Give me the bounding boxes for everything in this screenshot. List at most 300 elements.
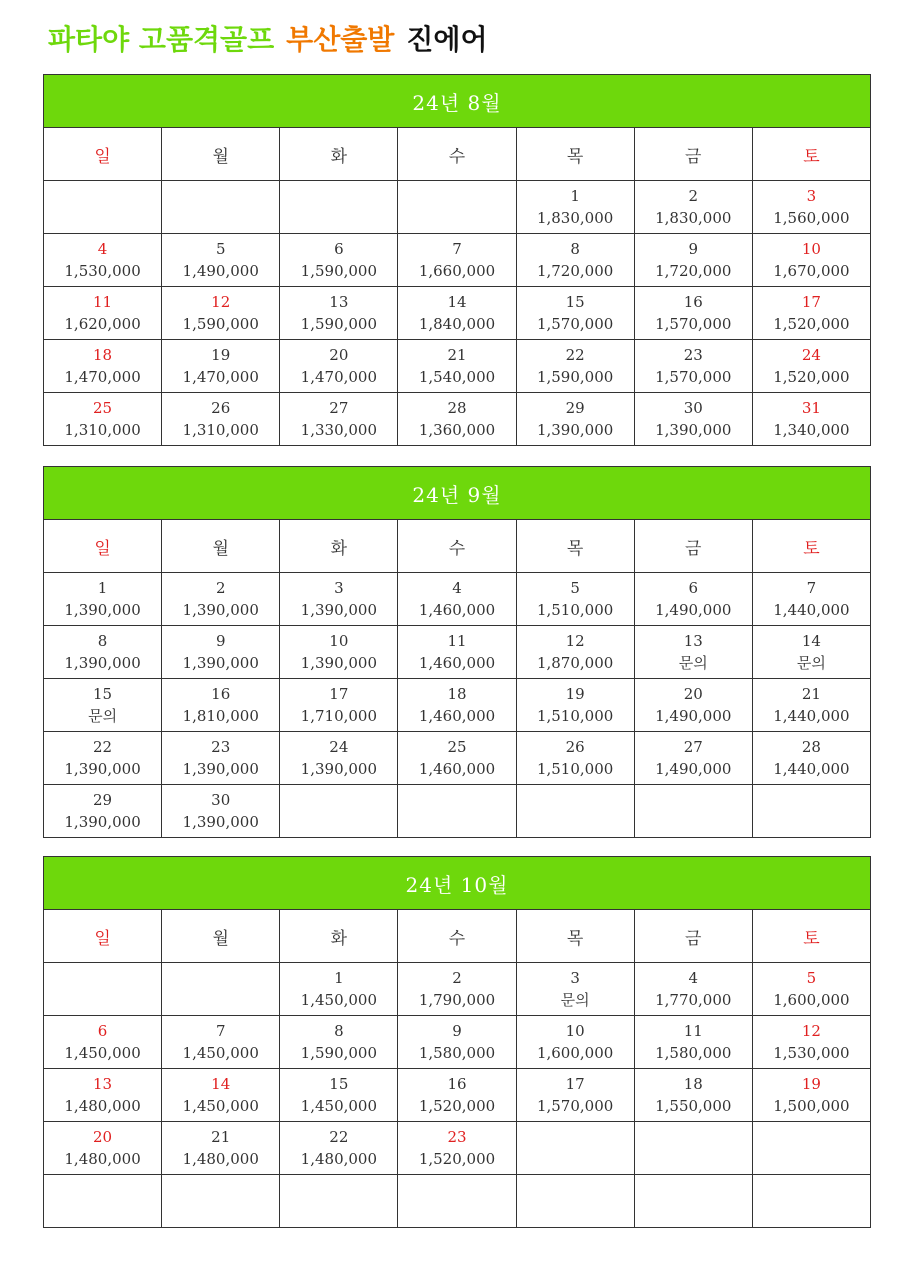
title-departure: 부산출발 — [286, 23, 395, 56]
price: 1,590,000 — [300, 1044, 378, 1062]
date-cell — [634, 1016, 752, 1069]
day-number: 2 — [215, 579, 226, 597]
price: 1,510,000 — [536, 760, 614, 778]
day-number: 29 — [565, 399, 585, 417]
week-row — [44, 1016, 871, 1069]
price: 1,590,000 — [536, 368, 614, 386]
date-cell — [752, 234, 870, 287]
price: 1,490,000 — [655, 601, 732, 619]
empty-cell — [634, 1122, 752, 1175]
day-number: 25 — [447, 738, 467, 756]
price: 1,600,000 — [536, 1044, 614, 1062]
price: 1,540,000 — [418, 368, 496, 386]
day-number: 6 — [97, 1022, 108, 1040]
date-cell — [44, 1069, 162, 1122]
date-cell — [516, 963, 634, 1016]
day-number: 8 — [334, 1022, 344, 1040]
date-cell — [44, 1016, 162, 1069]
week-row — [44, 287, 871, 340]
price: 1,530,000 — [64, 262, 141, 280]
day-number: 18 — [683, 1075, 703, 1093]
week-row — [44, 181, 871, 234]
price: 1,670,000 — [773, 262, 850, 280]
price: 1,360,000 — [418, 421, 496, 439]
date-cell — [516, 181, 634, 234]
price: 1,390,000 — [182, 813, 259, 831]
month-calendar — [43, 74, 871, 446]
title-airline: 진에어 — [406, 23, 488, 56]
week-row — [44, 1122, 871, 1175]
date-cell — [398, 679, 516, 732]
date-cell — [398, 732, 516, 785]
day-number: 3 — [334, 579, 344, 597]
empty-cell — [398, 1175, 516, 1228]
price: 1,390,000 — [182, 760, 259, 778]
date-cell — [634, 340, 752, 393]
date-cell — [280, 393, 398, 446]
day-number: 13 — [329, 293, 349, 311]
day-number: 23 — [447, 1128, 467, 1146]
day-number: 12 — [565, 632, 585, 650]
title-product: 파타야 고품격골프 — [48, 23, 275, 56]
price: 1,810,000 — [182, 707, 259, 725]
day-number: 17 — [329, 685, 349, 703]
day-number: 1 — [97, 579, 108, 597]
date-cell — [752, 573, 870, 626]
weekday-header: 목 — [516, 520, 634, 573]
price: 1,330,000 — [300, 421, 378, 439]
price: 문의 — [796, 654, 826, 672]
date-cell — [516, 626, 634, 679]
day-number: 5 — [806, 969, 817, 987]
date-cell — [44, 1122, 162, 1175]
date-cell — [752, 340, 870, 393]
date-cell — [516, 340, 634, 393]
date-cell — [634, 234, 752, 287]
week-row — [44, 393, 871, 446]
date-cell — [634, 181, 752, 234]
day-number: 21 — [801, 685, 821, 703]
month-header: 24년 9월 — [44, 467, 871, 520]
date-cell — [398, 393, 516, 446]
price: 1,770,000 — [655, 991, 732, 1009]
empty-cell — [280, 181, 398, 234]
date-cell — [516, 1016, 634, 1069]
date-cell — [44, 287, 162, 340]
empty-cell — [752, 785, 870, 838]
month-header: 24년 8월 — [44, 75, 871, 128]
price: 1,450,000 — [182, 1097, 259, 1115]
date-cell — [162, 626, 280, 679]
day-number: 8 — [97, 632, 108, 650]
day-number: 28 — [801, 738, 821, 756]
day-number: 4 — [97, 240, 108, 258]
empty-cell — [516, 1122, 634, 1175]
day-number: 22 — [329, 1128, 349, 1146]
page-title — [48, 20, 500, 60]
weekday-header: 수 — [398, 520, 516, 573]
price: 1,570,000 — [655, 315, 732, 333]
price: 1,600,000 — [773, 991, 850, 1009]
weekday-header: 금 — [634, 128, 752, 181]
week-row — [44, 234, 871, 287]
date-cell — [634, 626, 752, 679]
weekday-header: 월 — [162, 128, 280, 181]
day-number: 2 — [452, 969, 462, 987]
day-number: 13 — [93, 1075, 113, 1093]
date-cell — [398, 1122, 516, 1175]
date-cell — [162, 340, 280, 393]
day-number: 29 — [93, 791, 113, 809]
day-number: 23 — [211, 738, 231, 756]
date-cell — [44, 393, 162, 446]
price: 1,470,000 — [182, 368, 259, 386]
empty-cell — [280, 1175, 398, 1228]
weekday-header: 화 — [280, 128, 398, 181]
day-number: 7 — [215, 1022, 226, 1040]
date-cell — [280, 573, 398, 626]
day-number: 17 — [565, 1075, 585, 1093]
date-cell — [44, 234, 162, 287]
price: 1,390,000 — [182, 601, 259, 619]
price: 1,340,000 — [773, 421, 850, 439]
day-number: 13 — [683, 632, 703, 650]
price: 1,660,000 — [418, 262, 496, 280]
price: 1,390,000 — [64, 654, 141, 672]
day-number: 10 — [565, 1022, 585, 1040]
weekday-header: 화 — [280, 910, 398, 963]
price: 1,480,000 — [64, 1097, 141, 1115]
date-cell — [752, 1016, 870, 1069]
day-number: 1 — [334, 969, 344, 987]
date-cell — [398, 234, 516, 287]
weekday-header: 수 — [398, 910, 516, 963]
price: 1,390,000 — [64, 813, 141, 831]
price: 문의 — [678, 654, 708, 672]
price: 1,590,000 — [300, 315, 378, 333]
date-cell — [280, 679, 398, 732]
price: 1,440,000 — [773, 707, 850, 725]
day-number: 20 — [93, 1128, 113, 1146]
price: 1,570,000 — [536, 315, 614, 333]
week-row — [44, 340, 871, 393]
date-cell — [634, 573, 752, 626]
date-cell — [280, 963, 398, 1016]
date-cell — [44, 785, 162, 838]
price: 1,830,000 — [655, 209, 732, 227]
price: 1,620,000 — [64, 315, 141, 333]
day-number: 16 — [447, 1075, 467, 1093]
date-cell — [398, 340, 516, 393]
day-number: 18 — [93, 346, 113, 364]
date-cell — [398, 573, 516, 626]
day-number: 15 — [329, 1075, 349, 1093]
price: 1,520,000 — [773, 315, 850, 333]
day-number: 12 — [211, 293, 231, 311]
price: 1,530,000 — [773, 1044, 850, 1062]
day-number: 3 — [570, 969, 580, 987]
price: 1,520,000 — [418, 1150, 496, 1168]
day-number: 18 — [447, 685, 467, 703]
price: 1,790,000 — [418, 991, 496, 1009]
price: 1,510,000 — [536, 601, 614, 619]
month-header: 24년 10월 — [44, 857, 871, 910]
empty-cell — [752, 1122, 870, 1175]
price: 1,460,000 — [418, 707, 496, 725]
price: 1,390,000 — [300, 760, 378, 778]
price: 1,440,000 — [773, 601, 850, 619]
date-cell — [280, 340, 398, 393]
day-number: 16 — [211, 685, 231, 703]
weekday-header: 일 — [44, 910, 162, 963]
date-cell — [516, 679, 634, 732]
price: 1,560,000 — [773, 209, 850, 227]
day-number: 25 — [93, 399, 113, 417]
day-number: 7 — [452, 240, 462, 258]
date-cell — [280, 287, 398, 340]
empty-cell — [516, 785, 634, 838]
price: 문의 — [560, 991, 590, 1009]
price: 1,580,000 — [655, 1044, 732, 1062]
price: 1,450,000 — [300, 1097, 378, 1115]
price: 1,390,000 — [300, 601, 378, 619]
day-number: 24 — [329, 738, 349, 756]
day-number: 30 — [683, 399, 703, 417]
price: 1,390,000 — [300, 654, 378, 672]
price: 1,570,000 — [536, 1097, 614, 1115]
empty-cell — [398, 181, 516, 234]
date-cell — [516, 573, 634, 626]
price: 1,830,000 — [536, 209, 614, 227]
empty-cell — [44, 181, 162, 234]
price: 1,390,000 — [536, 421, 614, 439]
price: 1,390,000 — [655, 421, 732, 439]
empty-cell — [162, 963, 280, 1016]
empty-cell — [44, 1175, 162, 1228]
day-number: 16 — [683, 293, 703, 311]
day-number: 14 — [801, 632, 821, 650]
date-cell — [280, 1016, 398, 1069]
day-number: 19 — [565, 685, 585, 703]
date-cell — [634, 1069, 752, 1122]
date-cell — [280, 626, 398, 679]
empty-cell — [516, 1175, 634, 1228]
month-calendar — [43, 466, 871, 838]
week-row — [44, 1175, 871, 1228]
day-number: 5 — [570, 579, 580, 597]
day-number: 7 — [806, 579, 817, 597]
date-cell — [752, 963, 870, 1016]
date-cell — [280, 1122, 398, 1175]
date-cell — [752, 626, 870, 679]
date-cell — [752, 287, 870, 340]
weekday-header: 수 — [398, 128, 516, 181]
price: 1,460,000 — [418, 601, 496, 619]
price: 1,390,000 — [182, 654, 259, 672]
price: 1,390,000 — [64, 760, 141, 778]
day-number: 8 — [570, 240, 580, 258]
day-number: 9 — [215, 632, 226, 650]
price: 1,480,000 — [64, 1150, 141, 1168]
weekday-header: 일 — [44, 520, 162, 573]
day-number: 22 — [565, 346, 585, 364]
day-number: 22 — [93, 738, 113, 756]
price: 문의 — [88, 707, 118, 725]
day-number: 28 — [447, 399, 467, 417]
day-number: 23 — [683, 346, 703, 364]
date-cell — [634, 287, 752, 340]
date-cell — [634, 679, 752, 732]
day-number: 10 — [329, 632, 349, 650]
price: 1,720,000 — [655, 262, 732, 280]
day-number: 21 — [211, 1128, 231, 1146]
week-row — [44, 679, 871, 732]
date-cell — [162, 287, 280, 340]
week-row — [44, 573, 871, 626]
date-cell — [516, 393, 634, 446]
price: 1,570,000 — [655, 368, 732, 386]
date-cell — [516, 287, 634, 340]
day-number: 11 — [683, 1022, 703, 1040]
day-number: 11 — [93, 293, 113, 311]
day-number: 20 — [329, 346, 349, 364]
day-number: 3 — [806, 187, 817, 205]
date-cell — [280, 732, 398, 785]
empty-cell — [280, 785, 398, 838]
date-cell — [398, 287, 516, 340]
date-cell — [162, 573, 280, 626]
price: 1,470,000 — [300, 368, 378, 386]
day-number: 12 — [801, 1022, 821, 1040]
date-cell — [398, 626, 516, 679]
day-number: 17 — [801, 293, 821, 311]
price: 1,490,000 — [655, 760, 732, 778]
day-number: 4 — [452, 579, 462, 597]
day-number: 9 — [688, 240, 699, 258]
weekday-header: 금 — [634, 910, 752, 963]
date-cell — [162, 1016, 280, 1069]
date-cell — [398, 1069, 516, 1122]
price: 1,710,000 — [300, 707, 378, 725]
day-number: 30 — [211, 791, 231, 809]
price: 1,840,000 — [418, 315, 496, 333]
week-row — [44, 732, 871, 785]
day-number: 15 — [93, 685, 113, 703]
price: 1,510,000 — [536, 707, 614, 725]
price: 1,390,000 — [64, 601, 141, 619]
weekday-header: 금 — [634, 520, 752, 573]
day-number: 19 — [801, 1075, 821, 1093]
date-cell — [162, 679, 280, 732]
weekday-header: 목 — [516, 910, 634, 963]
day-number: 31 — [801, 399, 821, 417]
date-cell — [634, 732, 752, 785]
weekday-header: 토 — [752, 128, 870, 181]
empty-cell — [634, 785, 752, 838]
price: 1,450,000 — [182, 1044, 259, 1062]
day-number: 20 — [683, 685, 703, 703]
price: 1,450,000 — [64, 1044, 141, 1062]
price: 1,520,000 — [773, 368, 850, 386]
date-cell — [280, 234, 398, 287]
date-cell — [752, 181, 870, 234]
date-cell — [634, 393, 752, 446]
day-number: 19 — [211, 346, 231, 364]
date-cell — [516, 732, 634, 785]
date-cell — [634, 963, 752, 1016]
weekday-header: 월 — [162, 520, 280, 573]
weekday-header: 토 — [752, 910, 870, 963]
date-cell — [516, 1069, 634, 1122]
week-row — [44, 1069, 871, 1122]
day-number: 5 — [215, 240, 226, 258]
date-cell — [516, 234, 634, 287]
empty-cell — [398, 785, 516, 838]
empty-cell — [634, 1175, 752, 1228]
day-number: 2 — [688, 187, 699, 205]
week-row — [44, 626, 871, 679]
price: 1,460,000 — [418, 760, 496, 778]
day-number: 14 — [211, 1075, 231, 1093]
date-cell — [44, 679, 162, 732]
price: 1,520,000 — [418, 1097, 496, 1115]
day-number: 26 — [211, 399, 231, 417]
week-row — [44, 785, 871, 838]
weekday-header: 월 — [162, 910, 280, 963]
price: 1,480,000 — [182, 1150, 259, 1168]
price: 1,590,000 — [300, 262, 378, 280]
weekday-header: 화 — [280, 520, 398, 573]
date-cell — [398, 1016, 516, 1069]
empty-cell — [162, 181, 280, 234]
price: 1,490,000 — [655, 707, 732, 725]
day-number: 9 — [452, 1022, 462, 1040]
day-number: 11 — [447, 632, 467, 650]
day-number: 15 — [565, 293, 585, 311]
price: 1,720,000 — [536, 262, 614, 280]
date-cell — [162, 1122, 280, 1175]
price: 1,440,000 — [773, 760, 850, 778]
empty-cell — [44, 963, 162, 1016]
date-cell — [752, 679, 870, 732]
date-cell — [752, 732, 870, 785]
date-cell — [280, 1069, 398, 1122]
day-number: 6 — [334, 240, 344, 258]
price: 1,450,000 — [300, 991, 378, 1009]
day-number: 10 — [801, 240, 821, 258]
date-cell — [44, 573, 162, 626]
price: 1,500,000 — [773, 1097, 850, 1115]
date-cell — [752, 1069, 870, 1122]
day-number: 27 — [683, 738, 703, 756]
date-cell — [398, 963, 516, 1016]
price: 1,460,000 — [418, 654, 496, 672]
day-number: 4 — [688, 969, 699, 987]
date-cell — [162, 785, 280, 838]
date-cell — [44, 732, 162, 785]
month-calendar — [43, 856, 871, 1228]
weekday-header: 토 — [752, 520, 870, 573]
date-cell — [752, 393, 870, 446]
day-number: 14 — [447, 293, 467, 311]
day-number: 24 — [801, 346, 821, 364]
week-row — [44, 963, 871, 1016]
empty-cell — [752, 1175, 870, 1228]
price: 1,590,000 — [182, 315, 259, 333]
date-cell — [162, 732, 280, 785]
price: 1,310,000 — [64, 421, 141, 439]
day-number: 6 — [688, 579, 699, 597]
